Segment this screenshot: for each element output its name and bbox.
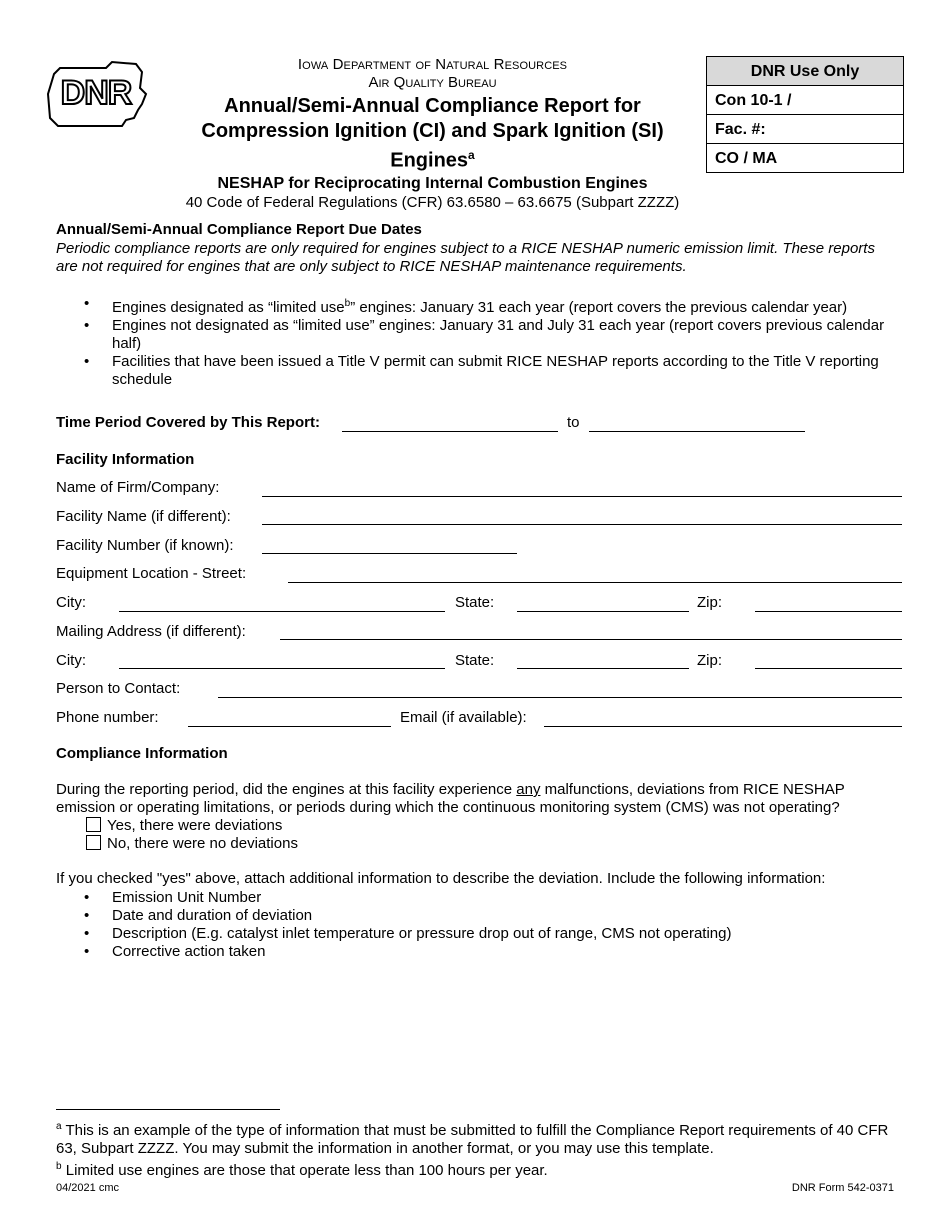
mailing-zip-field[interactable] [755, 668, 902, 669]
question-post: malfunctions, deviations from RICE NESHAP emission or operating limitations, or periods during which the continuous monitoring system (CMS) was not operating? [56, 781, 845, 816]
no-checkbox[interactable] [86, 835, 101, 850]
compliance-heading: Compliance Information [56, 745, 228, 762]
footnote-a [56, 1118, 906, 1158]
location-state-label: State: [455, 594, 495, 611]
deviation-info-list [56, 889, 906, 961]
footer-form-number: DNR Form 542-0371 [791, 1182, 894, 1194]
list-item: • Facilities that have been issued a Title V permit can submit RICE NESHAP reports according to the Title V reporting schedule [56, 353, 906, 389]
footnote-b [56, 1158, 906, 1180]
facility-number-field[interactable] [262, 553, 517, 554]
header-block [165, 56, 700, 212]
time-period-to-label: to [567, 414, 580, 431]
location-city-field[interactable] [119, 611, 445, 612]
list-item: • Date and duration of deviation [56, 907, 906, 925]
mailing-state-label: State: [455, 652, 495, 669]
due-dates-list [56, 295, 906, 389]
location-state-field[interactable] [517, 611, 689, 612]
time-period-label: Time Period Covered by This Report: [56, 414, 320, 431]
facility-name-label: Facility Name (if different): [56, 508, 231, 525]
dnr-logo [46, 58, 150, 130]
phone-label: Phone number: [56, 709, 159, 726]
no-deviations-option[interactable] [86, 835, 298, 853]
dnr-box-row-co: CO / MA [707, 143, 903, 172]
list-item: • Engines not designated as “limited use” engines: January 31 and July 31 each year (report covers previous calendar half) [56, 317, 906, 353]
mailing-address-field[interactable] [280, 639, 902, 640]
title-footnote-mark: a [468, 148, 475, 162]
yes-label: Yes, there were deviations [107, 817, 283, 834]
bureau-name: Air Quality Bureau [368, 74, 497, 91]
yes-deviations-option[interactable] [86, 817, 282, 835]
dnr-box-row-fac: Fac. #: [707, 114, 903, 143]
yes-checkbox[interactable] [86, 817, 101, 832]
mailing-zip-label: Zip: [697, 652, 723, 669]
footnote-a-text: This is an example of the type of information that must be submitted to fulfill the Compliance Report requirements of 40 CFR 63, Subpart ZZZZ. You may submit the information in another format, or you may use this template. [56, 1122, 889, 1157]
question-any: any [516, 781, 541, 798]
title-line-2: Compression Ignition (CI) and Spark Ignition (SI) [201, 119, 664, 142]
bullet-1-post: ” engines: January 31 each year (report covers the previous calendar year) [350, 299, 848, 316]
facility-name-field[interactable] [262, 524, 902, 525]
title-line-3 [165, 143, 700, 173]
list-item: • Corrective action taken [56, 943, 906, 961]
mailing-address-label: Mailing Address (if different): [56, 623, 246, 640]
contact-field[interactable] [218, 697, 902, 698]
due-dates-intro: Periodic compliance reports are only required for engines subject to a RICE NESHAP numeric emission limit. These reports are not required for engines that are only subject to RICE NESHAP maintenance requirements. [56, 240, 875, 275]
location-street-label: Equipment Location - Street: [56, 565, 247, 582]
time-period-start-field[interactable] [342, 431, 558, 432]
agency-name: Iowa Department of Natural Resources [297, 56, 568, 73]
no-label: No, there were no deviations [107, 835, 298, 852]
phone-field[interactable] [188, 726, 391, 727]
compliance-question [56, 781, 906, 817]
dnr-box-title: DNR Use Only [707, 57, 903, 85]
email-field[interactable] [544, 726, 902, 727]
list-item: • Description (E.g. catalyst inlet temperature or pressure drop out of range, CMS not operating) [56, 925, 906, 943]
location-city-label: City: [56, 594, 86, 611]
due-dates-heading: Annual/Semi-Annual Compliance Report Due Dates [56, 221, 422, 238]
email-label: Email (if available): [400, 709, 527, 726]
location-zip-field[interactable] [755, 611, 902, 612]
page-title [165, 94, 700, 173]
mailing-state-field[interactable] [517, 668, 689, 669]
footnotes [56, 1118, 906, 1180]
footnote-divider [56, 1109, 280, 1110]
dnr-box-row-con: Con 10-1 / [707, 85, 903, 114]
bullet-1-pre: Engines designated as “limited use [112, 299, 345, 316]
cfr-citation: 40 Code of Federal Regulations (CFR) 63.6580 – 63.6675 (Subpart ZZZZ) [185, 194, 680, 212]
mailing-city-label: City: [56, 652, 86, 669]
title-line-3-text: Engines [390, 149, 469, 172]
footnote-b-text: Limited use engines are those that operate less than 100 hours per year. [61, 1162, 548, 1179]
list-item: • Emission Unit Number [56, 889, 906, 907]
list-item [56, 295, 906, 317]
contact-label: Person to Contact: [56, 680, 181, 697]
footnote-a-mark: a [56, 1121, 62, 1132]
bullet-1-footnote-mark: b [344, 298, 351, 309]
facility-number-label: Facility Number (if known): [56, 537, 234, 554]
location-street-field[interactable] [288, 582, 902, 583]
facility-heading: Facility Information [56, 451, 195, 468]
page-subtitle: NESHAP for Reciprocating Internal Combustion Engines [217, 175, 648, 193]
location-zip-label: Zip: [697, 594, 723, 611]
firm-name-label: Name of Firm/Company: [56, 479, 220, 496]
mailing-city-field[interactable] [119, 668, 445, 669]
if-yes-instructions: If you checked "yes" above, attach additional information to describe the deviation. Include the following information: [56, 870, 826, 887]
footer-revision: 04/2021 cmc [56, 1182, 119, 1194]
question-pre: During the reporting period, did the engines at this facility experience [56, 781, 517, 798]
time-period-end-field[interactable] [589, 431, 805, 432]
footnote-b-mark: b [56, 1161, 62, 1172]
firm-name-field[interactable] [262, 496, 902, 497]
dnr-use-only-box [706, 56, 904, 173]
title-line-1: Annual/Semi-Annual Compliance Report for [224, 95, 641, 117]
logo-text: DNR [60, 74, 132, 112]
